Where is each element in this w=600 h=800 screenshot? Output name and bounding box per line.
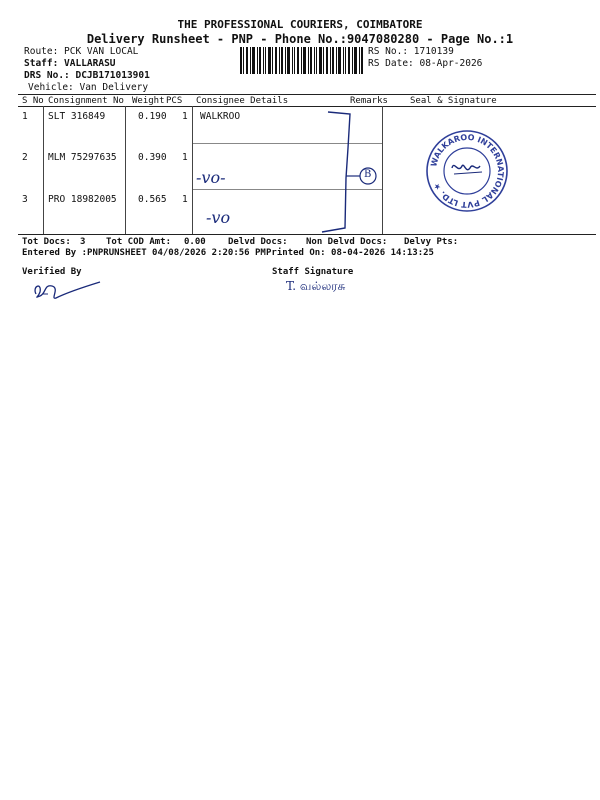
delvy-pts-label: Delvy Pts: [404, 237, 459, 247]
circled-remark: B [364, 169, 372, 180]
staff-text: Staff: VALLARASU [24, 58, 116, 69]
row2-pcs: 1 [182, 152, 188, 163]
staff-signature: T. வல்லரசு [286, 279, 346, 293]
col-sep [125, 106, 126, 234]
handwritten-mark-row2: -vo- [196, 168, 226, 187]
col-sep [43, 106, 44, 234]
col-seal: Seal & Signature [410, 96, 497, 106]
col-remarks: Remarks [350, 96, 388, 106]
col-pcs: PCS [166, 96, 183, 106]
company-title: THE PROFESSIONAL COURIERS, COIMBATORE [177, 18, 423, 31]
col-weight: Weight [132, 96, 165, 106]
table-top-rule [18, 94, 596, 95]
tot-cod-label: Tot COD Amt: [106, 237, 172, 247]
handwritten-mark-row3: -vo [206, 208, 231, 227]
tot-docs-value: 3 [80, 237, 86, 247]
entered-by: Entered By :PNPRUNSHEET 04/08/2026 2:20:56 PM [22, 248, 266, 258]
row1-consignment: SLT 316849 [48, 111, 106, 122]
col-consignee: Consignee Details [196, 96, 289, 106]
row1-consignee: WALKROO [200, 111, 241, 122]
printed-on: Printed On: 08-04-2026 14:13:25 [266, 248, 434, 258]
row3-weight: 0.565 [138, 194, 167, 205]
row1-sno: 1 [22, 111, 28, 122]
row2-consignment: MLM 75297635 [48, 152, 117, 163]
row3-consignment: PRO 18982005 [48, 194, 117, 205]
row2-weight: 0.390 [138, 152, 167, 163]
row3-sno: 3 [22, 194, 28, 205]
table-bottom-rule [18, 234, 596, 235]
company-seal-icon [424, 128, 510, 214]
tot-docs-label: Tot Docs: [22, 237, 71, 247]
table-header-rule [18, 106, 596, 107]
drs-number: DRS No.: DCJB171013901 [24, 70, 150, 81]
row1-pcs: 1 [182, 111, 188, 122]
col-sep [192, 106, 193, 234]
rs-date: RS Date: 08-Apr-2026 [368, 58, 483, 69]
col-sep [382, 106, 383, 234]
route-text: Route: PCK VAN LOCAL [24, 46, 139, 57]
row1-weight: 0.190 [138, 111, 167, 122]
verifier-signature-icon [30, 272, 110, 304]
vehicle-text: Vehicle: Van Delivery [28, 82, 149, 93]
verified-by-label: Verified By [22, 267, 82, 277]
delvd-docs-label: Delvd Docs: [228, 237, 288, 247]
rs-number: RS No.: 1710139 [368, 46, 454, 57]
col-consignment: Consignment No [48, 96, 124, 106]
row3-pcs: 1 [182, 194, 188, 205]
staff-signature-label: Staff Signature [272, 267, 354, 277]
tot-cod-value: 0.00 [184, 237, 206, 247]
col-sno: S No [22, 96, 44, 106]
non-delvd-docs-label: Non Delvd Docs: [306, 237, 388, 247]
row2-sno: 2 [22, 152, 28, 163]
runsheet-subtitle: Delivery Runsheet - PNP - Phone No.:9047080280 - Page No.:1 [86, 32, 514, 46]
barcode [240, 47, 364, 74]
svg-text:WALKAROO INTERNATIONAL PVT LTD: WALKAROO INTERNATIONAL PVT LTD. ★ [429, 132, 506, 210]
